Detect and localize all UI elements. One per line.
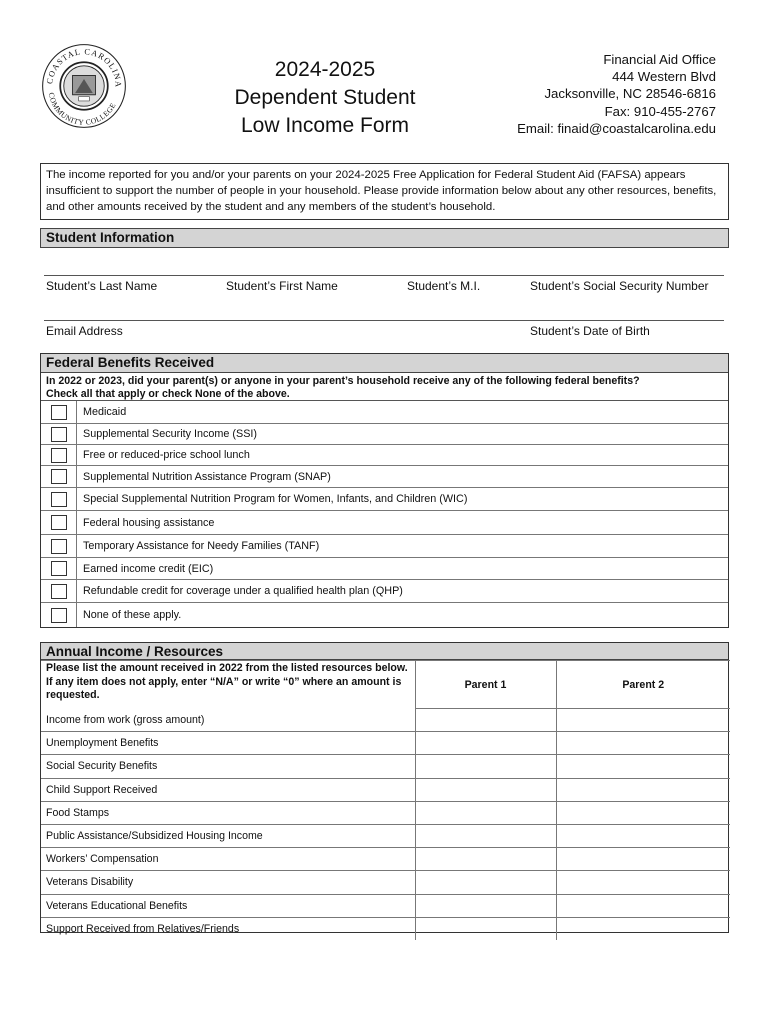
income-instructions: Please list the amount received in 2022 from the listed resources below. If any item does not apply, enter “N/A” or write “0” where an amount is requested. bbox=[41, 661, 415, 709]
parent2-amount-cell[interactable] bbox=[556, 848, 730, 871]
email-label: Email Address bbox=[46, 324, 123, 338]
title-line3: Low Income Form bbox=[240, 114, 410, 137]
parent1-amount-cell[interactable] bbox=[415, 755, 556, 778]
ssn-label: Student’s Social Security Number bbox=[530, 279, 709, 293]
income-source-label: Child Support Received bbox=[41, 778, 415, 801]
benefit-row bbox=[41, 424, 728, 445]
intro-paragraph: The income reported for you and/or your parents on your 2024-2025 Free Application for Federal Student Aid (FAFSA) appears insufficient to support the number of people in your household. Please provide information below about any other resources, benefits, and other amounts received by the student and any members of the student’s household. bbox=[40, 163, 729, 220]
benefit-checkbox[interactable] bbox=[51, 405, 67, 420]
income-row bbox=[41, 755, 730, 778]
benefit-checkbox-cell bbox=[41, 424, 77, 444]
benefit-checkbox[interactable] bbox=[51, 584, 67, 599]
income-source-label: Support Received from Relatives/Friends bbox=[41, 917, 415, 940]
benefit-checkbox-cell bbox=[41, 488, 77, 510]
office-name: Financial Aid Office bbox=[603, 52, 716, 67]
parent1-amount-cell[interactable] bbox=[415, 848, 556, 871]
title-line2: Dependent Student bbox=[234, 86, 416, 109]
parent2-header: Parent 2 bbox=[556, 661, 730, 709]
benefit-checkbox[interactable] bbox=[51, 515, 67, 530]
income-source-label: Unemployment Benefits bbox=[41, 732, 415, 755]
income-source-label: Veterans Educational Benefits bbox=[41, 894, 415, 917]
federal-benefits-heading: Federal Benefits Received bbox=[41, 354, 728, 373]
benefit-label: None of these apply. bbox=[83, 609, 182, 621]
seal-bottom-text: COMMUNITY COLLEGE bbox=[46, 91, 118, 127]
benefit-label: Supplemental Security Income (SSI) bbox=[83, 428, 258, 440]
benefit-label: Refundable credit for coverage under a qualified health plan (QHP) bbox=[83, 585, 403, 597]
benefit-checkbox[interactable] bbox=[51, 469, 67, 484]
income-source-label: Food Stamps bbox=[41, 801, 415, 824]
benefit-checkbox-cell bbox=[41, 511, 77, 534]
parent2-amount-cell[interactable] bbox=[556, 871, 730, 894]
income-source-label: Workers’ Compensation bbox=[41, 848, 415, 871]
parent2-amount-cell[interactable] bbox=[556, 894, 730, 917]
benefit-checkbox[interactable] bbox=[51, 427, 67, 442]
income-source-label: Income from work (gross amount) bbox=[41, 709, 415, 732]
parent1-amount-cell[interactable] bbox=[415, 732, 556, 755]
benefit-checkbox-cell bbox=[41, 603, 77, 627]
parent2-amount-cell[interactable] bbox=[556, 801, 730, 824]
benefit-checkbox-cell bbox=[41, 535, 77, 557]
benefit-checkbox[interactable] bbox=[51, 448, 67, 463]
parent1-header: Parent 1 bbox=[415, 661, 556, 709]
parent2-amount-cell[interactable] bbox=[556, 778, 730, 801]
income-table bbox=[41, 660, 730, 940]
income-source-label: Social Security Benefits bbox=[41, 755, 415, 778]
question-line-2: Check all that apply or check None of the above. bbox=[46, 387, 290, 400]
income-row bbox=[41, 917, 730, 940]
student-name-signature-line[interactable] bbox=[44, 275, 724, 276]
parent1-amount-cell[interactable] bbox=[415, 917, 556, 940]
benefit-label: Temporary Assistance for Needy Families (TANF) bbox=[83, 540, 320, 552]
income-source-label: Veterans Disability bbox=[41, 871, 415, 894]
parent2-amount-cell[interactable] bbox=[556, 709, 730, 732]
last-name-label: Student’s Last Name bbox=[46, 279, 158, 293]
benefit-row bbox=[41, 580, 728, 603]
first-name-label: Student’s First Name bbox=[226, 279, 338, 293]
benefit-label: Federal housing assistance bbox=[83, 516, 215, 529]
benefit-checkbox[interactable] bbox=[51, 608, 67, 623]
annual-income-section bbox=[40, 642, 729, 936]
office-fax: Fax: 910-455-2767 bbox=[604, 103, 716, 119]
form-title bbox=[215, 56, 435, 140]
parent2-amount-cell[interactable] bbox=[556, 917, 730, 940]
benefit-checkbox-cell bbox=[41, 466, 77, 487]
benefit-row bbox=[41, 603, 728, 627]
parent1-amount-cell[interactable] bbox=[415, 778, 556, 801]
seal-top-text: COASTAL CAROLINA bbox=[45, 47, 123, 89]
middle-initial-label: Student’s M.I. bbox=[407, 279, 481, 293]
parent1-amount-cell[interactable] bbox=[415, 709, 556, 732]
federal-benefits-question bbox=[41, 373, 728, 401]
income-row bbox=[41, 801, 730, 824]
annual-income-heading: Annual Income / Resources bbox=[41, 643, 728, 660]
benefit-row bbox=[41, 511, 728, 535]
income-row bbox=[41, 778, 730, 801]
parent2-amount-cell[interactable] bbox=[556, 824, 730, 847]
dob-label: Student’s Date of Birth bbox=[530, 324, 650, 338]
office-address-block bbox=[517, 51, 716, 137]
benefit-label: Free or reduced-price school lunch bbox=[83, 449, 250, 461]
income-row bbox=[41, 848, 730, 871]
email-dob-line[interactable] bbox=[44, 320, 724, 321]
office-email: Email: finaid@coastalcarolina.edu bbox=[517, 120, 716, 136]
benefit-label: Medicaid bbox=[83, 406, 127, 418]
question-line-1: In 2022 or 2023, did your parent(s) or anyone in your parent’s household receive any of the following federal benefits? bbox=[46, 375, 640, 387]
benefit-checkbox[interactable] bbox=[51, 561, 67, 576]
parent1-amount-cell[interactable] bbox=[415, 824, 556, 847]
benefit-checkbox-cell bbox=[41, 558, 77, 579]
benefit-row bbox=[41, 488, 728, 511]
benefit-row bbox=[41, 535, 728, 558]
student-info-heading: Student Information bbox=[40, 228, 729, 248]
parent1-amount-cell[interactable] bbox=[415, 801, 556, 824]
federal-benefits-list bbox=[41, 401, 728, 627]
parent2-amount-cell[interactable] bbox=[556, 755, 730, 778]
benefit-label: Special Supplemental Nutrition Program for Women, Infants, and Children (WIC) bbox=[83, 493, 468, 505]
benefit-row bbox=[41, 401, 728, 424]
benefit-checkbox[interactable] bbox=[51, 539, 67, 554]
parent2-amount-cell[interactable] bbox=[556, 732, 730, 755]
office-city: Jacksonville, NC 28546-6816 bbox=[544, 86, 716, 102]
income-table-header bbox=[41, 661, 730, 709]
benefit-row bbox=[41, 558, 728, 580]
benefit-checkbox-cell bbox=[41, 401, 77, 423]
parent1-amount-cell[interactable] bbox=[415, 894, 556, 917]
income-row bbox=[41, 824, 730, 847]
benefit-row bbox=[41, 466, 728, 488]
parent1-amount-cell[interactable] bbox=[415, 871, 556, 894]
income-row bbox=[41, 709, 730, 732]
benefit-checkbox-cell bbox=[41, 580, 77, 602]
income-row bbox=[41, 732, 730, 755]
federal-benefits-section bbox=[40, 353, 729, 628]
income-source-label: Public Assistance/Subsidized Housing Income bbox=[41, 824, 415, 847]
benefit-checkbox-cell bbox=[41, 445, 77, 465]
title-year: 2024-2025 bbox=[274, 58, 376, 81]
benefit-label: Earned income credit (EIC) bbox=[83, 562, 214, 575]
income-row bbox=[41, 871, 730, 894]
income-row bbox=[41, 894, 730, 917]
benefit-checkbox[interactable] bbox=[51, 492, 67, 507]
college-seal-logo bbox=[40, 42, 128, 130]
office-street: 444 Western Blvd bbox=[612, 69, 716, 85]
benefit-label: Supplemental Nutrition Assistance Program (SNAP) bbox=[83, 470, 331, 483]
benefit-row bbox=[41, 445, 728, 466]
